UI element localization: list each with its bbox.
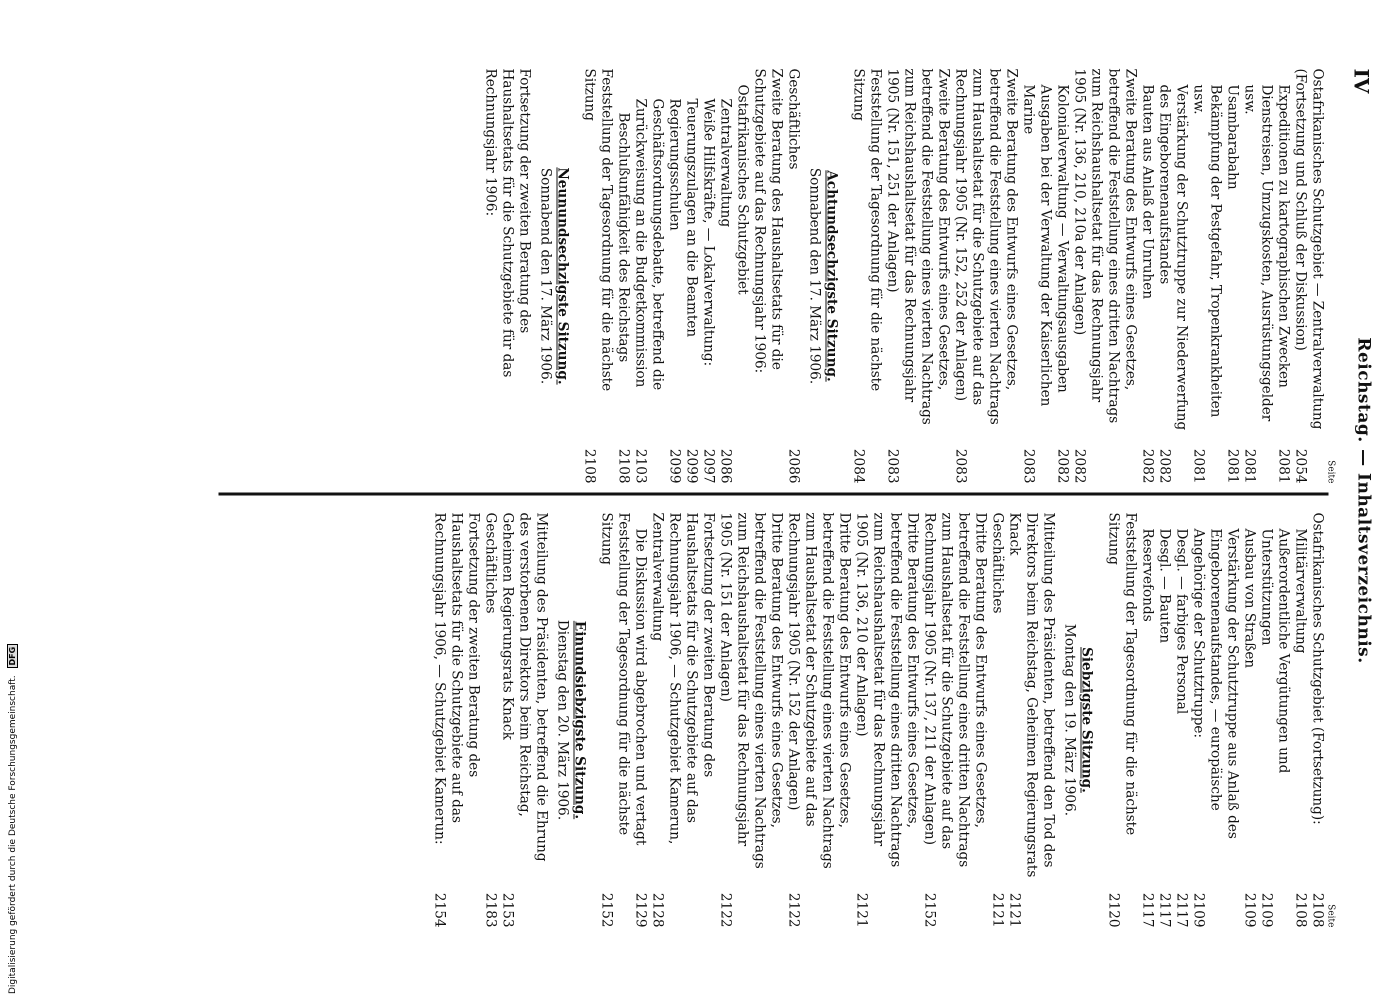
toc-entry-page: 2183 [482, 892, 498, 927]
toc-entry-page: 2083 [952, 448, 968, 483]
page-number: IV [1349, 68, 1373, 93]
toc-entry-page: 2086 [785, 448, 801, 483]
toc-entry-page: 2109 [1241, 892, 1257, 927]
toc-entry-page: 2081 [1224, 448, 1240, 483]
toc-entry-text: Zweite Beratung des Haushaltsetats für die Schutzgebiete auf das Rechnungsjahr 1906: [751, 68, 784, 373]
toc-entry-text: Weiße Hilfskräfte, — Lokalverwaltung: [700, 98, 716, 366]
toc-entry-text: Dritte Beratung des Entwurfs eines Gesetzes, betreffend die Feststellung eines vierten Nachtrags zum Haushaltsetat der Schutzgebiete auf das Rechnungsjahr 1905 (Nr. 152 der Anlagen) [785, 512, 852, 869]
toc-entry-page: 2083 [884, 448, 900, 483]
toc-entry-text: Regierungsschulen [666, 98, 682, 231]
toc-entry-page: 2081 [1241, 448, 1257, 483]
toc-entry-page: 2082 [1054, 448, 1070, 483]
toc-entry [1223, 68, 1240, 483]
toc-entry [631, 512, 648, 927]
toc-entry [631, 68, 665, 483]
toc-entry-page: 2121 [853, 892, 869, 927]
toc-entry-text: Ostafrikanisches Schutzgebiet — Zentralverwaltung (Fortsetzung und Schluß der Diskussion) [1292, 68, 1325, 429]
toc-entry [1240, 68, 1274, 483]
toc-entry [1005, 512, 1056, 927]
toc-entry-page: 2082 [1156, 448, 1172, 483]
toc-entry-page: 2099 [683, 448, 699, 483]
toc-entry [665, 68, 682, 483]
toc-entry-page: 2120 [1105, 892, 1121, 927]
document-page [0, 50, 1383, 950]
toc-entry-page: 2084 [850, 448, 866, 483]
toc-entry [1274, 68, 1291, 483]
toc-entry-text: Fortsetzung der zweiten Beratung des Haushaltsetats für die Schutzgebiete auf das Rechnungsjahr 1906, — Schutzgebiet Kamerun, Zentralverwaltung [649, 512, 716, 844]
toc-entry [699, 68, 716, 483]
toc-entry-text: Geschäftliches [482, 512, 498, 613]
section-date: Sonnabend den 17. März 1906. [537, 167, 553, 384]
toc-entry-text: Militärverwaltung [1292, 528, 1308, 654]
toc-entry-page: 2108 [1292, 892, 1308, 927]
seite-label-right: Seite [1325, 903, 1335, 927]
toc-entry-text: Geschäftliches [989, 512, 1005, 613]
toc-entry-page: 2117 [1139, 892, 1155, 927]
toc-entry-text: Die Diskussion wird abgebrochen und vertagt [632, 528, 648, 845]
toc-entry-text: Zweite Beratung des Entwurfs eines Gesetzes, betreffend die Feststellung eines vierten Nachtrags zum Reichshaushaltsetat für das Rechnungsjahr 1905 (Nr. 151, 251 der Anlagen) [884, 68, 951, 425]
section-date: Dienstag den 20. März 1906. [554, 619, 570, 820]
section-title: Neunundsechzigste Sitzung. [554, 166, 570, 385]
page-header-title: Reichstag. — Inhaltsverzeichnis. [1353, 336, 1373, 664]
toc-entry [852, 512, 920, 927]
toc-entry-text: Verstärkung der Schutztruppe aus Anlaß des Eingeborenenaufstandes, — europäische Angehörige der Schutztruppe: [1190, 528, 1240, 839]
toc-entry [1240, 512, 1257, 927]
toc-entry-text: Desgl. — Bauten [1156, 528, 1172, 643]
toc-entry-page: 2082 [1139, 448, 1155, 483]
toc-entry [716, 68, 733, 483]
toc-entry-text: Feststellung der Tagesordnung für die nächste Sitzung [598, 512, 631, 835]
toc-entry-text: Kolonialverwaltung — Verwaltungsausgaben [1054, 84, 1070, 393]
toc-entry-page: 2109 [1190, 892, 1206, 927]
toc-entry-page: 2082 [1071, 448, 1087, 483]
toc-entry-text: Dritte Beratung des Entwurfs eines Gesetzes, betreffend die Feststellung eines dritten Nachtrags zum Haushaltsetat für die Schutzgebiete auf das Rechnungsjahr 1905 (Nr. 137, 211 der Anlagen) [921, 512, 988, 867]
toc-entry-text: Fortsetzung der zweiten Beratung des Haushaltsetats für die Schutzgebiete für das Rechnungsjahr 1906: [482, 68, 532, 377]
toc-entry-page: 2108 [615, 448, 631, 483]
toc-entry-page: 2108 [581, 448, 597, 483]
dfg-logo: DFG [7, 644, 18, 669]
toc-entry [1291, 68, 1325, 483]
toc-entry-page: 2099 [666, 448, 682, 483]
toc-entry [1189, 68, 1223, 483]
toc-entry-text: Feststellung der Tagesordnung für die nächste Sitzung [1105, 512, 1138, 835]
toc-entry [1155, 68, 1189, 483]
toc-entry [1308, 512, 1325, 927]
toc-entry-page: 2083 [1020, 448, 1036, 483]
toc-entry [682, 68, 699, 483]
toc-entry [1138, 68, 1155, 483]
section-title: Siebzigste Sitzung. [1078, 646, 1094, 793]
section-date: Montag den 19. März 1906. [1061, 623, 1077, 816]
toc-entry-page: 2121 [1006, 892, 1022, 927]
toc-entry-text: Verstärkung der Schutztruppe zur Niederwerfung des Eingeborenenaufstandes [1156, 84, 1189, 430]
toc-entry-text: Bauten aus Anlaß der Unruhen [1139, 84, 1155, 299]
toc-entry-text: Beschlußunfähigkeit des Reichstags [615, 112, 631, 362]
toc-entry-page: 2154 [431, 892, 447, 927]
toc-entry [481, 68, 532, 483]
toc-entry [1189, 512, 1240, 927]
toc-entry-text: Mitteilung des Präsidenten, betreffend die Ehrung des verstorbenen Direktors beim Reichstag, Geheimen Regierungsrats Knack [499, 512, 549, 862]
toc-entry-text: Außerordentliche Vergütungen und Unterstützungen [1258, 528, 1291, 773]
toc-entry-text: Ausbau von Straßen [1241, 528, 1257, 668]
section-title: Achtundsechzigste Sitzung. [823, 169, 839, 382]
toc-entry-page: 2122 [785, 892, 801, 927]
toc-entry [1155, 512, 1172, 927]
toc-entry-text: Geschäftliches [785, 68, 801, 169]
toc-entry [1070, 68, 1138, 483]
toc-entry [988, 512, 1005, 927]
toc-entry-page: 2129 [632, 892, 648, 927]
toc-entry-page: 2097 [700, 448, 716, 483]
toc-entry-page: 2121 [989, 892, 1005, 927]
toc-entry [614, 68, 631, 483]
toc-entry [784, 68, 801, 483]
toc-entry-text: Ausgaben bei der Verwaltung der Kaiserlichen Marine [1020, 84, 1053, 406]
toc-entry [1019, 68, 1053, 483]
toc-entry [883, 68, 951, 483]
column-divider [218, 492, 1328, 495]
toc-entry [597, 512, 631, 927]
toc-entry-text: Feststellung der Tagesordnung für die nächste Sitzung [850, 68, 883, 391]
toc-entry [849, 68, 883, 483]
toc-entry-text: Mitteilung des Präsidenten, betreffend den Tod des Direktors beim Reichstag, Geheimen Regierungsrats Knack [1006, 512, 1056, 877]
toc-entry-text: Geschäftsordnungsdebatte, betreffend die Zurückweisung an die Budgetkommission [632, 98, 665, 390]
toc-entry-text: Teuerungszulagen an die Beamten [683, 98, 699, 337]
toc-entry [716, 512, 784, 927]
toc-entry-text: Fortsetzung der zweiten Beratung des Haushaltsetats für die Schutzgebiete auf das Rechnungsjahr 1906, — Schutzgebiet Kamerun: [431, 512, 481, 845]
toc-entry [750, 68, 784, 483]
footer-text: Digitalisierung gefördert durch die Deutsche Forschungsgemeinschaft. [8, 675, 18, 994]
toc-entry [1138, 512, 1155, 927]
toc-entry-text: Desgl. — farbiges Personal [1173, 528, 1189, 714]
toc-entry-page: 2086 [717, 448, 733, 483]
toc-entry [784, 512, 852, 927]
toc-entry-text: Ostafrikanisches Schutzgebiet [734, 84, 750, 295]
toc-entry-text: Bekämpfung der Pestgefahr, Tropenkrankheiten usw. [1190, 84, 1223, 417]
toc-entry-text: Reservefonds [1139, 528, 1155, 622]
toc-entry-text: Zweite Beratung des Entwurfs eines Gesetzes, betreffend die Feststellung eines dritten Nachtrags zum Reichshaushaltsetat für das Rechnungsjahr 1905 (Nr. 136, 210, 210a der Anlagen) [1071, 68, 1138, 423]
toc-entry-page: 2103 [632, 448, 648, 483]
toc-entry [1257, 512, 1291, 927]
toc-entry-page: 2081 [1275, 448, 1291, 483]
toc-entry [648, 512, 716, 927]
toc-entry-page: 2109 [1258, 892, 1274, 927]
toc-entry-page: 2117 [1156, 892, 1172, 927]
toc-entry-text: Zentralverwaltung [717, 98, 733, 227]
toc-entry [1104, 512, 1138, 927]
toc-entry [481, 512, 498, 927]
toc-entry-text: Usambarabahn [1224, 84, 1240, 190]
toc-entry [430, 512, 481, 927]
toc-entry-text: Feststellung der Tagesordnung für die nächste Sitzung [581, 68, 614, 391]
right-column [430, 512, 1335, 927]
footer-note [6, 4, 20, 994]
toc-entry [951, 68, 1019, 483]
toc-entry-page: 2152 [921, 892, 937, 927]
toc-entry-page: 2081 [1190, 448, 1206, 483]
toc-entry-text: Ostafrikanisches Schutzgebiet (Fortsetzung): [1309, 512, 1325, 825]
toc-entry [580, 68, 614, 483]
toc-entry [733, 68, 750, 483]
toc-entry-page: 2122 [717, 892, 733, 927]
seite-label-left: Seite [1325, 459, 1335, 483]
toc-entry-text: Dritte Beratung des Entwurfs eines Gesetzes, betreffend die Feststellung eines vierten Nachtrags zum Reichshaushaltsetat für das Rechnungsjahr 1905 (Nr. 151 der Anlagen) [717, 512, 784, 869]
toc-entry-page: 2108 [1309, 892, 1325, 927]
toc-entry-text: Zweite Beratung des Entwurfs eines Gesetzes, betreffend die Feststellung eines vierten Nachtrags zum Haushaltsetat für die Schutzgebiete auf das Rechnungsjahr 1905 (Nr. 152, 252 der Anlagen) [952, 68, 1019, 425]
left-column [481, 68, 1335, 483]
toc-entry [920, 512, 988, 927]
toc-entry [1172, 512, 1189, 927]
section-date: Sonnabend den 17. März 1906. [806, 167, 822, 384]
toc-entry-page: 2128 [649, 892, 665, 927]
toc-entry-text: Expeditionen zu kartographischen Zwecken [1275, 84, 1291, 388]
toc-entry [498, 512, 549, 927]
toc-entry-page: 2152 [598, 892, 614, 927]
toc-entry [1053, 68, 1070, 483]
toc-entry-page: 2153 [499, 892, 515, 927]
toc-entry-text: Dritte Beratung des Entwurfs eines Gesetzes, betreffend die Feststellung eines dritten Nachtrags zum Reichshaushaltsetat für das Rechnungsjahr 1905 (Nr. 136, 210 der Anlagen) [853, 512, 920, 867]
toc-entry [1291, 512, 1308, 927]
toc-entry-page: 2117 [1173, 892, 1189, 927]
toc-entry-text: Dienstreisen, Umzugskosten, Ausrüstungsgelder usw. [1241, 84, 1274, 421]
section-title: Einundsiebzigste Sitzung. [571, 620, 587, 819]
toc-entry-page: 2054 [1292, 448, 1308, 483]
